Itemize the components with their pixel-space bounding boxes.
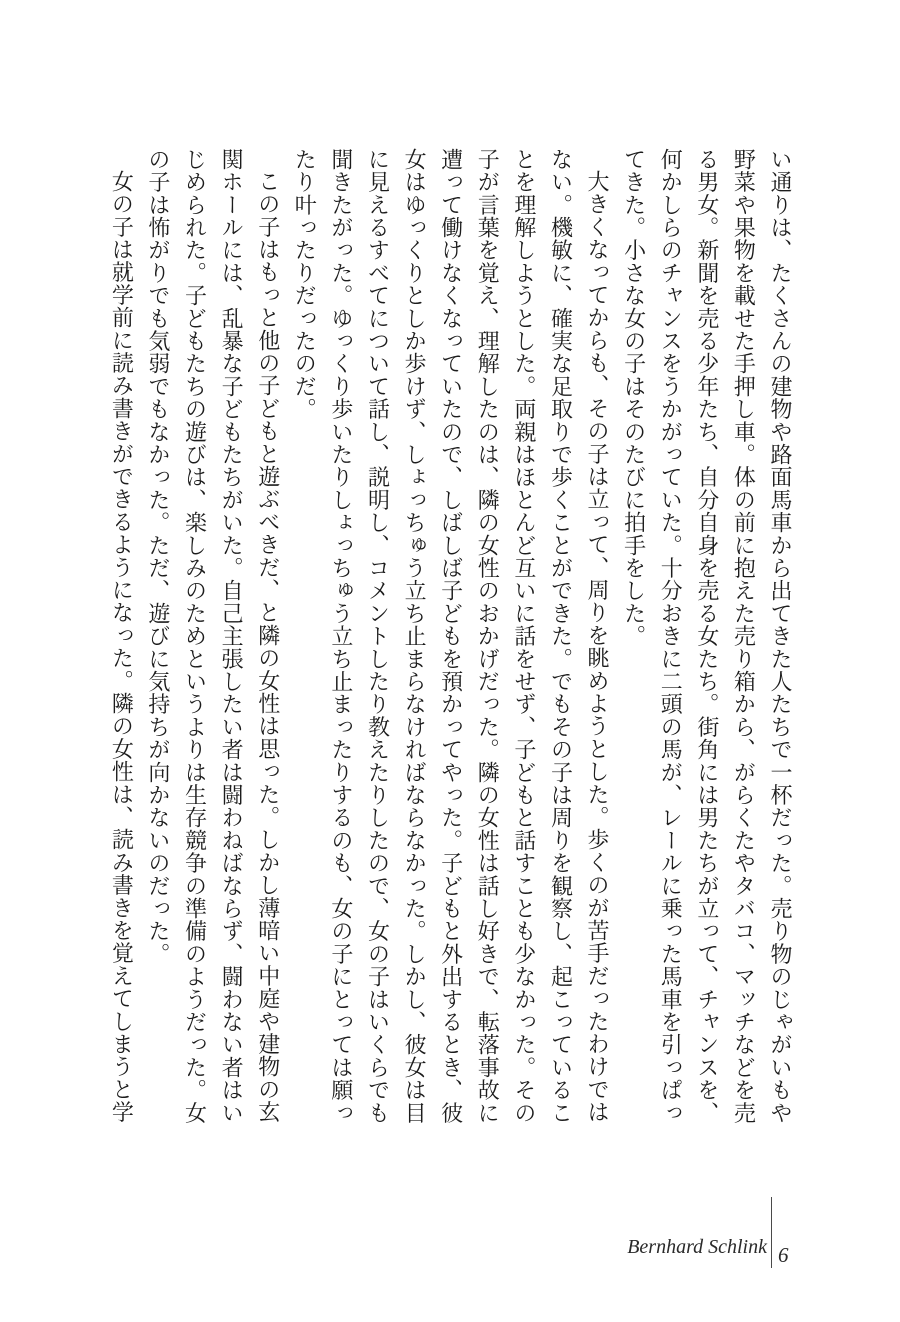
paragraph: 女の子は就学前に読み書きができるようになった。隣の女性は、読み書きを覚えてしまうと学 xyxy=(109,170,135,1124)
paragraph-continuation: い通りは、たくさんの建物や路面馬車から出てきた人たちで一杯だった。売り物のじゃがいもや野菜や果物を載せた手押し車。体の前に抱えた売り箱から、がらくたやタバコ、マッチなどを売る男女。新聞を売る少年たち、自分自身を売る女たち。街角には男たちが立って、チャンスを、何かしらのチャンスをうかがっていた。十分おきに二頭の馬が、レールに乗った馬車を引っぱってきた。小さな女の子はそのたびに拍手をした。 xyxy=(621,148,793,1125)
running-footer-author: Bernhard Schlink xyxy=(627,1236,767,1258)
paragraph: この子はもっと他の子どもと遊ぶべきだ、と隣の女性は思った。しかし薄暗い中庭や建物の玄関ホールには、乱暴な子どもたちがいた。自己主張したい者は闘わねばならず、闘わない者はいじめられた。子どもたちの遊びは、楽しみのためというよりは生存競争の準備のようだった。女の子は怖がりでも気弱でもなかった。ただ、遊びに気持ちが向かないのだった。 xyxy=(145,148,281,1125)
vertical-text-block xyxy=(103,148,798,1125)
paragraph: 大きくなってからも、その子は立って、周りを眺めようとした。歩くのが苦手だったわけではない。機敏に、確実な足取りで歩くことができた。でもその子は周りを観察し、起こっていることを理解しようとした。両親はほとんど互いに話をせず、子どもと話すことも少なかった。その子が言葉を覚え、理解したのは、隣の女性のおかげだった。隣の女性は話し好きで、転落事故に遭って働けなくなっていたので、しばしば子どもを預かってやった。子どもと外出するとき、彼女はゆっくりとしか歩けず、しょっちゅう立ち止まらなければならなかった。しかし、彼女は目に見えるすべてについて話し、説明し、コメントしたり教えたりしたので、女の子はいくらでも聞きたがった。ゆっくり歩いたりしょっちゅう立ち止まったりするのも、女の子にとっては願ったり叶ったりだったのだ。 xyxy=(292,148,611,1125)
footer-divider-rule xyxy=(771,1197,772,1268)
page-number: 6 xyxy=(778,1243,789,1267)
